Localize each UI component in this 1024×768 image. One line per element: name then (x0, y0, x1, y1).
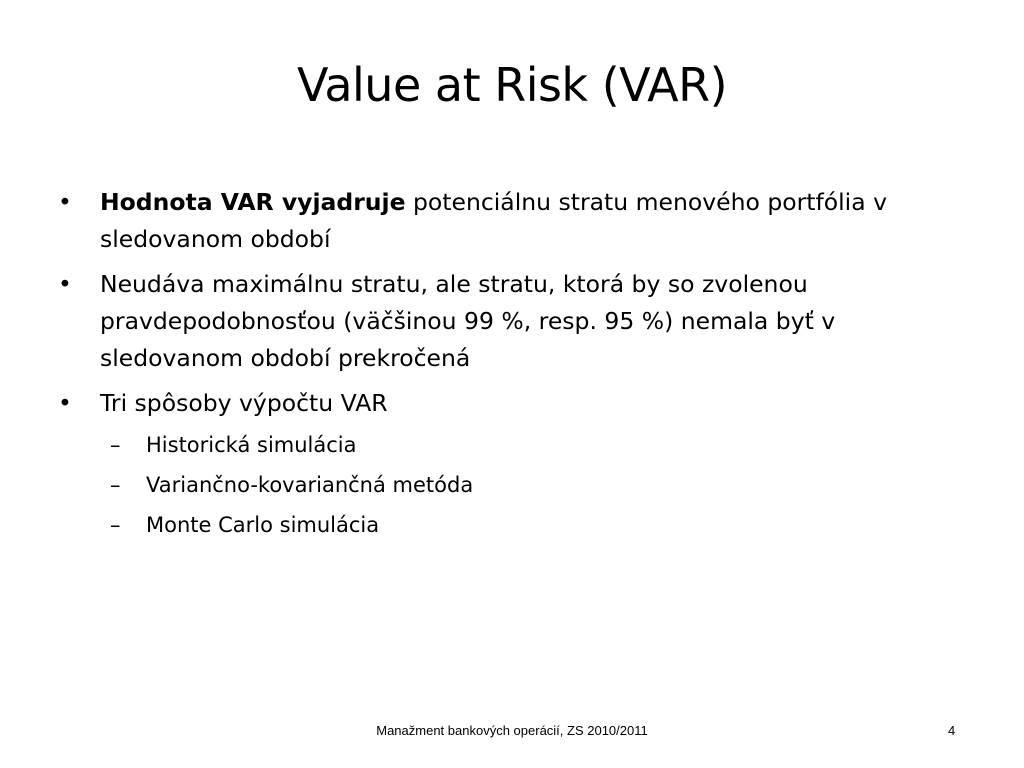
slide-body (58, 184, 958, 550)
sub-bullet-text: Historická simulácia (146, 433, 357, 457)
sub-bullet-item (58, 510, 958, 540)
page-number: 4 (948, 723, 956, 738)
sub-bullet-item (58, 470, 958, 500)
bullet-item (58, 266, 958, 377)
bullet-marker: • (58, 188, 72, 216)
sub-bullet-marker: – (110, 433, 121, 457)
sub-bullet-item (58, 430, 958, 460)
sub-bullet-marker: – (110, 473, 121, 497)
bullet-item (58, 385, 958, 422)
sub-bullet-marker: – (110, 513, 121, 537)
bullet-marker: • (58, 270, 72, 298)
bullet-marker: • (58, 389, 72, 417)
bullet-text: Tri spôsoby výpočtu VAR (100, 389, 388, 417)
sub-bullet-text: Monte Carlo simulácia (146, 513, 380, 537)
slide-title: Value at Risk (VAR) (296, 58, 728, 112)
bullet-text: potenciálnu stratu menového portfólia v sledovanom období (100, 188, 887, 253)
bullet-text: Neudáva maximálnu stratu, ale stratu, ktorá by so zvolenou pravdepodobnosťou (väčšinou 99 %, resp. 95 %) nemala byť v sledovanom období prekročená (100, 270, 836, 372)
bullet-item (58, 184, 958, 258)
slide-footer: Manažment bankových operácií, ZS 2010/2011 (376, 723, 648, 738)
sub-bullet-text: Variančno-kovariančná metóda (146, 473, 474, 497)
bullet-bold-text: Hodnota VAR vyjadruje (100, 188, 406, 216)
